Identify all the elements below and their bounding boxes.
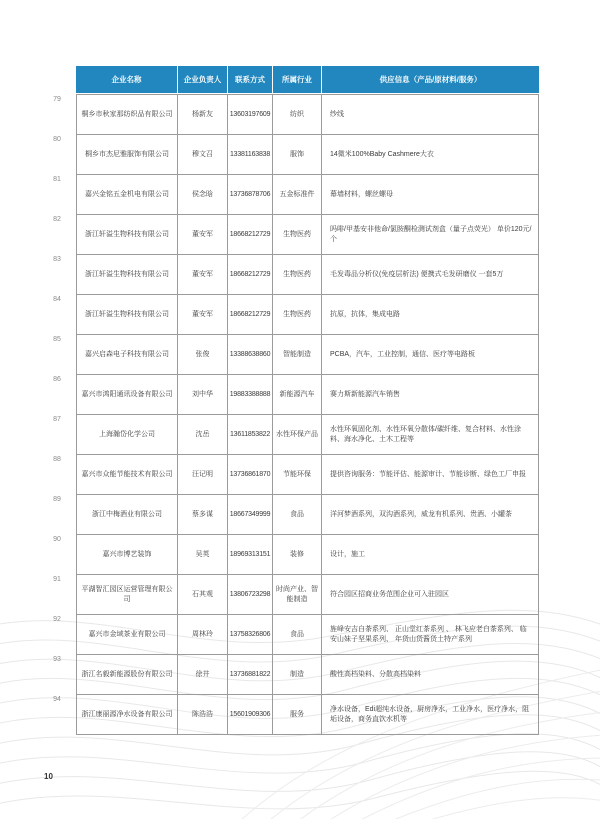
supply-info-cell: 水性环氧固化剂、水性环氧分散体/碳纤维、复合材料、水性涂料、海水净化、土木工程等 bbox=[322, 415, 539, 455]
supply-info-cell: 纱线 bbox=[322, 95, 539, 135]
supply-info-cell: 洋河梦酒系列，双沟酒系列，威龙有机系列、贵酒、小罐茶 bbox=[322, 495, 539, 535]
contact-person-cell: 周林玲 bbox=[178, 615, 228, 655]
row-number: 81 bbox=[53, 176, 61, 183]
row-number: 82 bbox=[53, 216, 61, 223]
contact-person-cell: 吴英 bbox=[178, 535, 228, 575]
industry-cell: 智能制造 bbox=[273, 335, 322, 375]
row-number: 91 bbox=[53, 576, 61, 583]
contact-person-cell: 杨新友 bbox=[178, 95, 228, 135]
contact-person-cell: 蔡多谋 bbox=[178, 495, 228, 535]
supply-info-cell: 净水设备，Edi超纯水设备，厨房净水，工业净水，医疗净水，阻垢设备，商务直饮水机等 bbox=[322, 695, 539, 735]
row-number: 89 bbox=[53, 496, 61, 503]
contact-person-cell: 陈浩浩 bbox=[178, 695, 228, 735]
supply-info-cell: PCBA，汽车，工业控制，通信、医疗等电路板 bbox=[322, 335, 539, 375]
row-number: 86 bbox=[53, 376, 61, 383]
row-number: 87 bbox=[53, 416, 61, 423]
company-name-cell: 平湖智汇园区运营管理有限公司 bbox=[76, 575, 178, 615]
company-name-cell: 嘉兴市博艺装饰 bbox=[76, 535, 178, 575]
industry-cell: 生物医药 bbox=[273, 295, 322, 335]
phone-cell: 13806723298 bbox=[228, 575, 273, 615]
company-name-cell: 嘉兴市鸿阳通讯设备有限公司 bbox=[76, 375, 178, 415]
supply-info-cell: 符合园区招商业务范围企业可入驻园区 bbox=[322, 575, 539, 615]
phone-cell: 13388638860 bbox=[228, 335, 273, 375]
phone-cell: 18667349999 bbox=[228, 495, 273, 535]
supply-info-cell: 抗原，抗体，集成电路 bbox=[322, 295, 539, 335]
header-company-name: 企业名称 bbox=[76, 66, 178, 93]
phone-cell: 18668212729 bbox=[228, 295, 273, 335]
phone-cell: 13758326806 bbox=[228, 615, 273, 655]
row-number: 79 bbox=[53, 96, 61, 103]
table-row bbox=[53, 335, 539, 375]
contact-person-cell: 张俊 bbox=[178, 335, 228, 375]
row-number: 93 bbox=[53, 656, 61, 663]
industry-cell: 食品 bbox=[273, 495, 322, 535]
supply-info-cell: 酸性高档染料、分散高档染料 bbox=[322, 655, 539, 695]
header-industry: 所属行业 bbox=[273, 66, 322, 93]
industry-cell: 五金标准件 bbox=[273, 175, 322, 215]
phone-cell: 13381163838 bbox=[228, 135, 273, 175]
supply-info-cell: 旌峰安吉白茶系列、 正山堂红茶系列 、 林飞应老白茶系列、 临安山妹子坚果系列、 年货山货酱货土特产系列 bbox=[322, 615, 539, 655]
phone-cell: 18668212729 bbox=[228, 215, 273, 255]
row-number: 92 bbox=[53, 616, 61, 623]
contact-person-cell: 董安军 bbox=[178, 255, 228, 295]
company-name-cell: 嘉兴市众能节能技术有限公司 bbox=[76, 455, 178, 495]
industry-cell: 装修 bbox=[273, 535, 322, 575]
company-name-cell: 浙江轩溢生物科技有限公司 bbox=[76, 295, 178, 335]
phone-cell: 15601909306 bbox=[228, 695, 273, 735]
contact-person-cell: 穆文召 bbox=[178, 135, 228, 175]
contact-person-cell: 刘中华 bbox=[178, 375, 228, 415]
industry-cell: 新能源汽车 bbox=[273, 375, 322, 415]
industry-cell: 时尚产业、智能制造 bbox=[273, 575, 322, 615]
company-name-cell: 嘉兴市金域茶业有限公司 bbox=[76, 615, 178, 655]
phone-cell: 13736878706 bbox=[228, 175, 273, 215]
phone-cell: 13736881822 bbox=[228, 655, 273, 695]
phone-cell: 19883388888 bbox=[228, 375, 273, 415]
industry-cell: 纺织 bbox=[273, 95, 322, 135]
table-row bbox=[53, 255, 539, 295]
row-number: 80 bbox=[53, 136, 61, 143]
industry-cell: 水性环保产品 bbox=[273, 415, 322, 455]
industry-cell: 服饰 bbox=[273, 135, 322, 175]
phone-cell: 13603197609 bbox=[228, 95, 273, 135]
row-number: 85 bbox=[53, 336, 61, 343]
table-row bbox=[53, 695, 539, 735]
table-row bbox=[53, 95, 539, 135]
row-number: 90 bbox=[53, 536, 61, 543]
contact-person-cell: 沈岳 bbox=[178, 415, 228, 455]
table-row bbox=[53, 495, 539, 535]
supply-info-cell: 14微米100%Baby Cashmere大衣 bbox=[322, 135, 539, 175]
table-row bbox=[53, 175, 539, 215]
table-row bbox=[53, 615, 539, 655]
table-row bbox=[53, 575, 539, 615]
company-name-cell: 上海瀚岱化学公司 bbox=[76, 415, 178, 455]
table-body bbox=[53, 94, 539, 735]
company-name-cell: 桐乡市杰尼雅服饰有限公司 bbox=[76, 135, 178, 175]
supply-info-cell: 吗啡/甲基安非他命/氯胺酮检测试剂盒（量子点荧光） 单价120元/个 bbox=[322, 215, 539, 255]
page-number: 10 bbox=[44, 772, 53, 781]
header-supply-info: 供应信息（产品/原材料/服务） bbox=[379, 75, 482, 84]
company-name-cell: 浙江中梅酒业有限公司 bbox=[76, 495, 178, 535]
phone-cell: 13736861870 bbox=[228, 455, 273, 495]
supply-info-cell: 幕墙材料，螺丝螺母 bbox=[322, 175, 539, 215]
industry-cell: 生物医药 bbox=[273, 215, 322, 255]
phone-cell: 18969313151 bbox=[228, 535, 273, 575]
industry-cell: 食品 bbox=[273, 615, 322, 655]
industry-cell: 服务 bbox=[273, 695, 322, 735]
industry-cell: 生物医药 bbox=[273, 255, 322, 295]
phone-cell: 18668212729 bbox=[228, 255, 273, 295]
supply-info-cell: 设计，施工 bbox=[322, 535, 539, 575]
row-number: 84 bbox=[53, 296, 61, 303]
table-header-row bbox=[76, 66, 539, 93]
row-number: 94 bbox=[53, 696, 61, 703]
industry-cell: 制造 bbox=[273, 655, 322, 695]
supply-info-cell: 赛力斯新能源汽车销售 bbox=[322, 375, 539, 415]
company-name-cell: 浙江轩溢生物科技有限公司 bbox=[76, 255, 178, 295]
table-row bbox=[53, 655, 539, 695]
company-name-cell: 桐乡市秋家那纺织品有限公司 bbox=[76, 95, 178, 135]
supplier-info-table bbox=[53, 66, 539, 735]
row-number: 83 bbox=[53, 256, 61, 263]
contact-person-cell: 侯念晗 bbox=[178, 175, 228, 215]
header-phone: 联系方式 bbox=[228, 66, 273, 93]
contact-person-cell: 徐井 bbox=[178, 655, 228, 695]
industry-cell: 节能环保 bbox=[273, 455, 322, 495]
table-row bbox=[53, 375, 539, 415]
table-row bbox=[53, 415, 539, 455]
table-row bbox=[53, 135, 539, 175]
company-name-cell: 浙江名毅新能源股份有限公司 bbox=[76, 655, 178, 695]
header-contact-person: 企业负责人 bbox=[178, 66, 228, 93]
company-name-cell: 嘉兴金铭五金机电有限公司 bbox=[76, 175, 178, 215]
phone-cell: 13611853822 bbox=[228, 415, 273, 455]
row-number: 88 bbox=[53, 456, 61, 463]
contact-person-cell: 董安军 bbox=[178, 215, 228, 255]
supply-info-cell: 提供咨询服务：节能评估、能源审计、节能诊断、绿色工厂申报 bbox=[322, 455, 539, 495]
contact-person-cell: 石其观 bbox=[178, 575, 228, 615]
company-name-cell: 浙江轩溢生物科技有限公司 bbox=[76, 215, 178, 255]
supply-info-cell: 毛发毒品分析仪(免疫层析法) 便携式毛发研磨仪 一套5万 bbox=[322, 255, 539, 295]
contact-person-cell: 董安军 bbox=[178, 295, 228, 335]
table-row bbox=[53, 535, 539, 575]
table-row bbox=[53, 295, 539, 335]
table-row bbox=[53, 455, 539, 495]
company-name-cell: 嘉兴启森电子科技有限公司 bbox=[76, 335, 178, 375]
company-name-cell: 浙江康丽源净水设备有限公司 bbox=[76, 695, 178, 735]
contact-person-cell: 汪记明 bbox=[178, 455, 228, 495]
table-row bbox=[53, 215, 539, 255]
